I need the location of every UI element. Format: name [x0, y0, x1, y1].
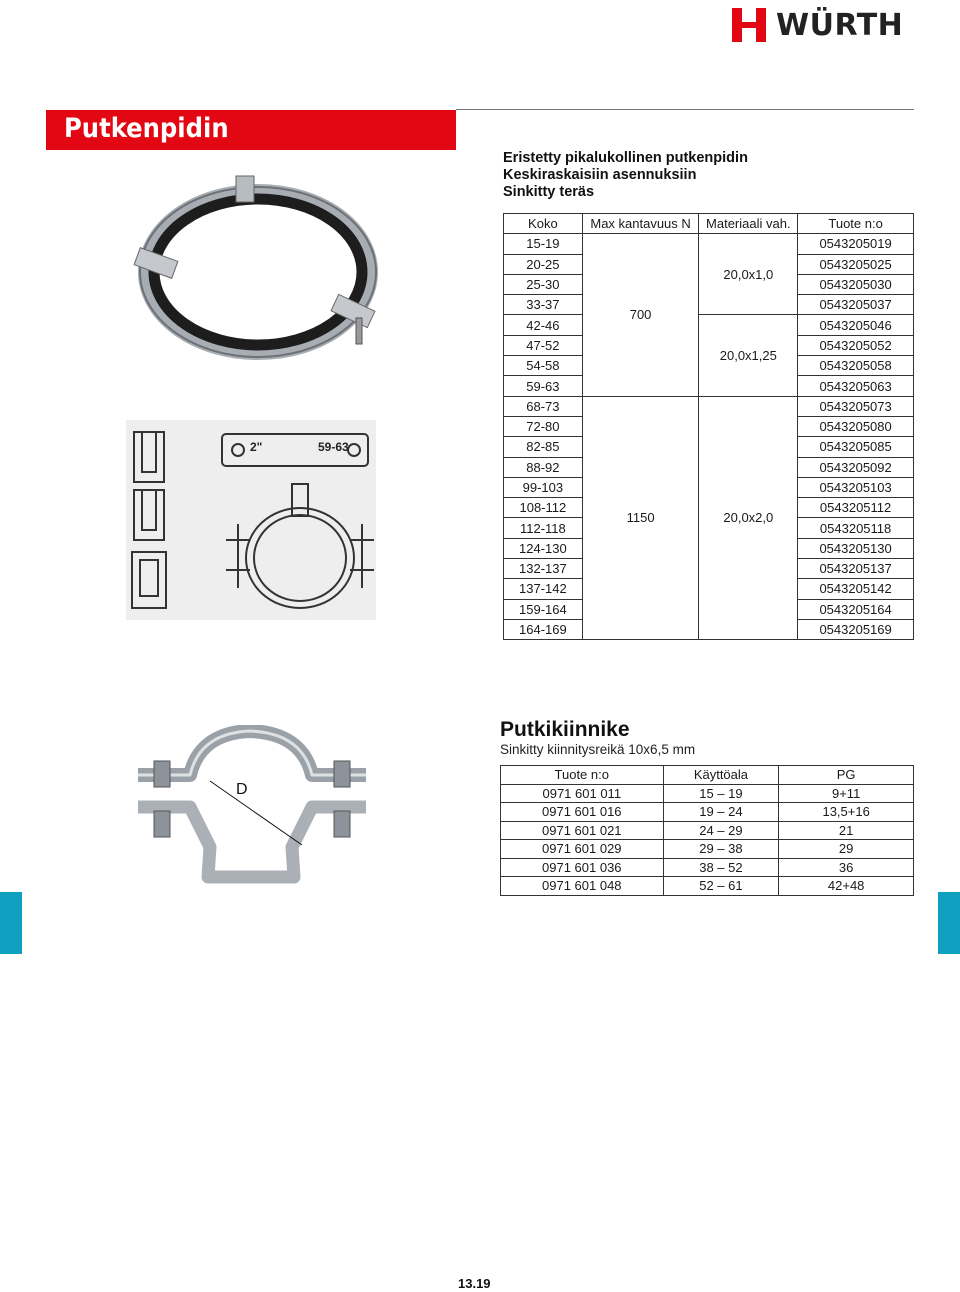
- column-header: Käyttöala: [663, 766, 779, 785]
- drawing-label-range: 59-63: [318, 440, 349, 454]
- product-number-cell: 0971 601 016: [501, 803, 664, 822]
- size-cell: 54-58: [504, 356, 583, 376]
- product-number-cell: 0543205118: [798, 518, 914, 538]
- product-number-cell: 0543205112: [798, 498, 914, 518]
- product-number-cell: 0543205085: [798, 437, 914, 457]
- right-edge-tab: [938, 892, 960, 954]
- product-number-cell: 0543205142: [798, 579, 914, 599]
- column-header: Tuote n:o: [798, 214, 914, 234]
- size-cell: 42-46: [504, 315, 583, 335]
- column-header: Max kantavuus N: [582, 214, 699, 234]
- product-number-cell: 0543205092: [798, 457, 914, 477]
- size-cell: 112-118: [504, 518, 583, 538]
- size-cell: 108-112: [504, 498, 583, 518]
- size-cell: 99-103: [504, 477, 583, 497]
- size-cell: 68-73: [504, 396, 583, 416]
- left-edge-tab: [0, 892, 22, 954]
- range-cell: 19 – 24: [663, 803, 779, 822]
- pipe-bracket-photo: [130, 725, 375, 890]
- column-header: Koko: [504, 214, 583, 234]
- product-number-cell: 0971 601 011: [501, 784, 664, 803]
- section-subtitle: Sinkitty kiinnitysreikä 10x6,5 mm: [500, 742, 696, 757]
- material-cell: 20,0x1,0: [699, 234, 798, 315]
- pipe-bracket-table: [500, 765, 914, 896]
- product-number-cell: 0543205063: [798, 376, 914, 396]
- size-cell: 25-30: [504, 274, 583, 294]
- size-cell: 82-85: [504, 437, 583, 457]
- pipe-clamp-table: [503, 213, 914, 640]
- size-cell: 132-137: [504, 559, 583, 579]
- product-number-cell: 0543205169: [798, 619, 914, 639]
- product-number-cell: 0543205058: [798, 356, 914, 376]
- product-number-cell: 0543205052: [798, 335, 914, 355]
- load-cell: 1150: [582, 396, 699, 640]
- size-cell: 72-80: [504, 416, 583, 436]
- section-title: Putkikiinnike: [500, 718, 630, 741]
- wurth-emblem-icon: [730, 6, 768, 44]
- material-cell: 20,0x2,0: [699, 396, 798, 640]
- page-number: 13.19: [458, 1276, 491, 1291]
- size-cell: 47-52: [504, 335, 583, 355]
- size-cell: 33-37: [504, 295, 583, 315]
- range-cell: 15 – 19: [663, 784, 779, 803]
- title-bar: [46, 110, 456, 150]
- header-rule: [456, 109, 914, 110]
- table-header-row: [501, 766, 914, 785]
- product-number-cell: 0971 601 029: [501, 840, 664, 859]
- product-number-cell: 0543205137: [798, 559, 914, 579]
- table-row: [501, 840, 914, 859]
- table-row: [501, 877, 914, 896]
- product-number-cell: 0543205080: [798, 416, 914, 436]
- size-cell: 164-169: [504, 619, 583, 639]
- table-row: [504, 315, 914, 335]
- table-header-row: [504, 214, 914, 234]
- size-cell: 15-19: [504, 234, 583, 254]
- wurth-logo: [730, 4, 920, 46]
- product-number-cell: 0543205073: [798, 396, 914, 416]
- product-number-cell: 0543205130: [798, 538, 914, 558]
- product-number-cell: 0971 601 048: [501, 877, 664, 896]
- table-row: [501, 821, 914, 840]
- product-number-cell: 0543205046: [798, 315, 914, 335]
- pg-cell: 21: [779, 821, 914, 840]
- column-header: Tuote n:o: [501, 766, 664, 785]
- brand-name: WÜRTH: [776, 7, 904, 43]
- column-header: PG: [779, 766, 914, 785]
- size-cell: 159-164: [504, 599, 583, 619]
- page-title: Putkenpidin: [64, 113, 229, 144]
- product-number-cell: 0971 601 036: [501, 858, 664, 877]
- range-cell: 52 – 61: [663, 877, 779, 896]
- drawing-label-size: 2": [250, 440, 263, 454]
- product-number-cell: 0543205030: [798, 274, 914, 294]
- range-cell: 29 – 38: [663, 840, 779, 859]
- pg-cell: 13,5+16: [779, 803, 914, 822]
- product-number-cell: 0543205037: [798, 295, 914, 315]
- size-cell: 124-130: [504, 538, 583, 558]
- table-row: [501, 858, 914, 877]
- product-number-cell: 0543205019: [798, 234, 914, 254]
- product-number-cell: 0543205164: [798, 599, 914, 619]
- product-number-cell: 0543205025: [798, 254, 914, 274]
- pg-cell: 29: [779, 840, 914, 859]
- size-cell: 137-142: [504, 579, 583, 599]
- table-row: [501, 803, 914, 822]
- range-cell: 38 – 52: [663, 858, 779, 877]
- column-header: Materiaali vah.: [699, 214, 798, 234]
- description-line: Sinkitty teräs: [503, 184, 595, 200]
- product-number-cell: 0543205103: [798, 477, 914, 497]
- pg-cell: 9+11: [779, 784, 914, 803]
- material-cell: 20,0x1,25: [699, 315, 798, 396]
- size-cell: 88-92: [504, 457, 583, 477]
- load-cell: 700: [582, 234, 699, 396]
- table-row: [504, 396, 914, 416]
- description-line: Keskiraskaisiin asennuksiin: [503, 167, 697, 183]
- pg-cell: 36: [779, 858, 914, 877]
- description-line: Eristetty pikalukollinen putkenpidin: [503, 150, 748, 166]
- size-cell: 59-63: [504, 376, 583, 396]
- pg-cell: 42+48: [779, 877, 914, 896]
- product-number-cell: 0971 601 021: [501, 821, 664, 840]
- pipe-clamp-photo: [128, 172, 388, 362]
- size-cell: 20-25: [504, 254, 583, 274]
- table-row: [501, 784, 914, 803]
- diameter-label: D: [236, 781, 248, 798]
- range-cell: 24 – 29: [663, 821, 779, 840]
- table-row: [504, 234, 914, 254]
- product-description: [503, 150, 748, 201]
